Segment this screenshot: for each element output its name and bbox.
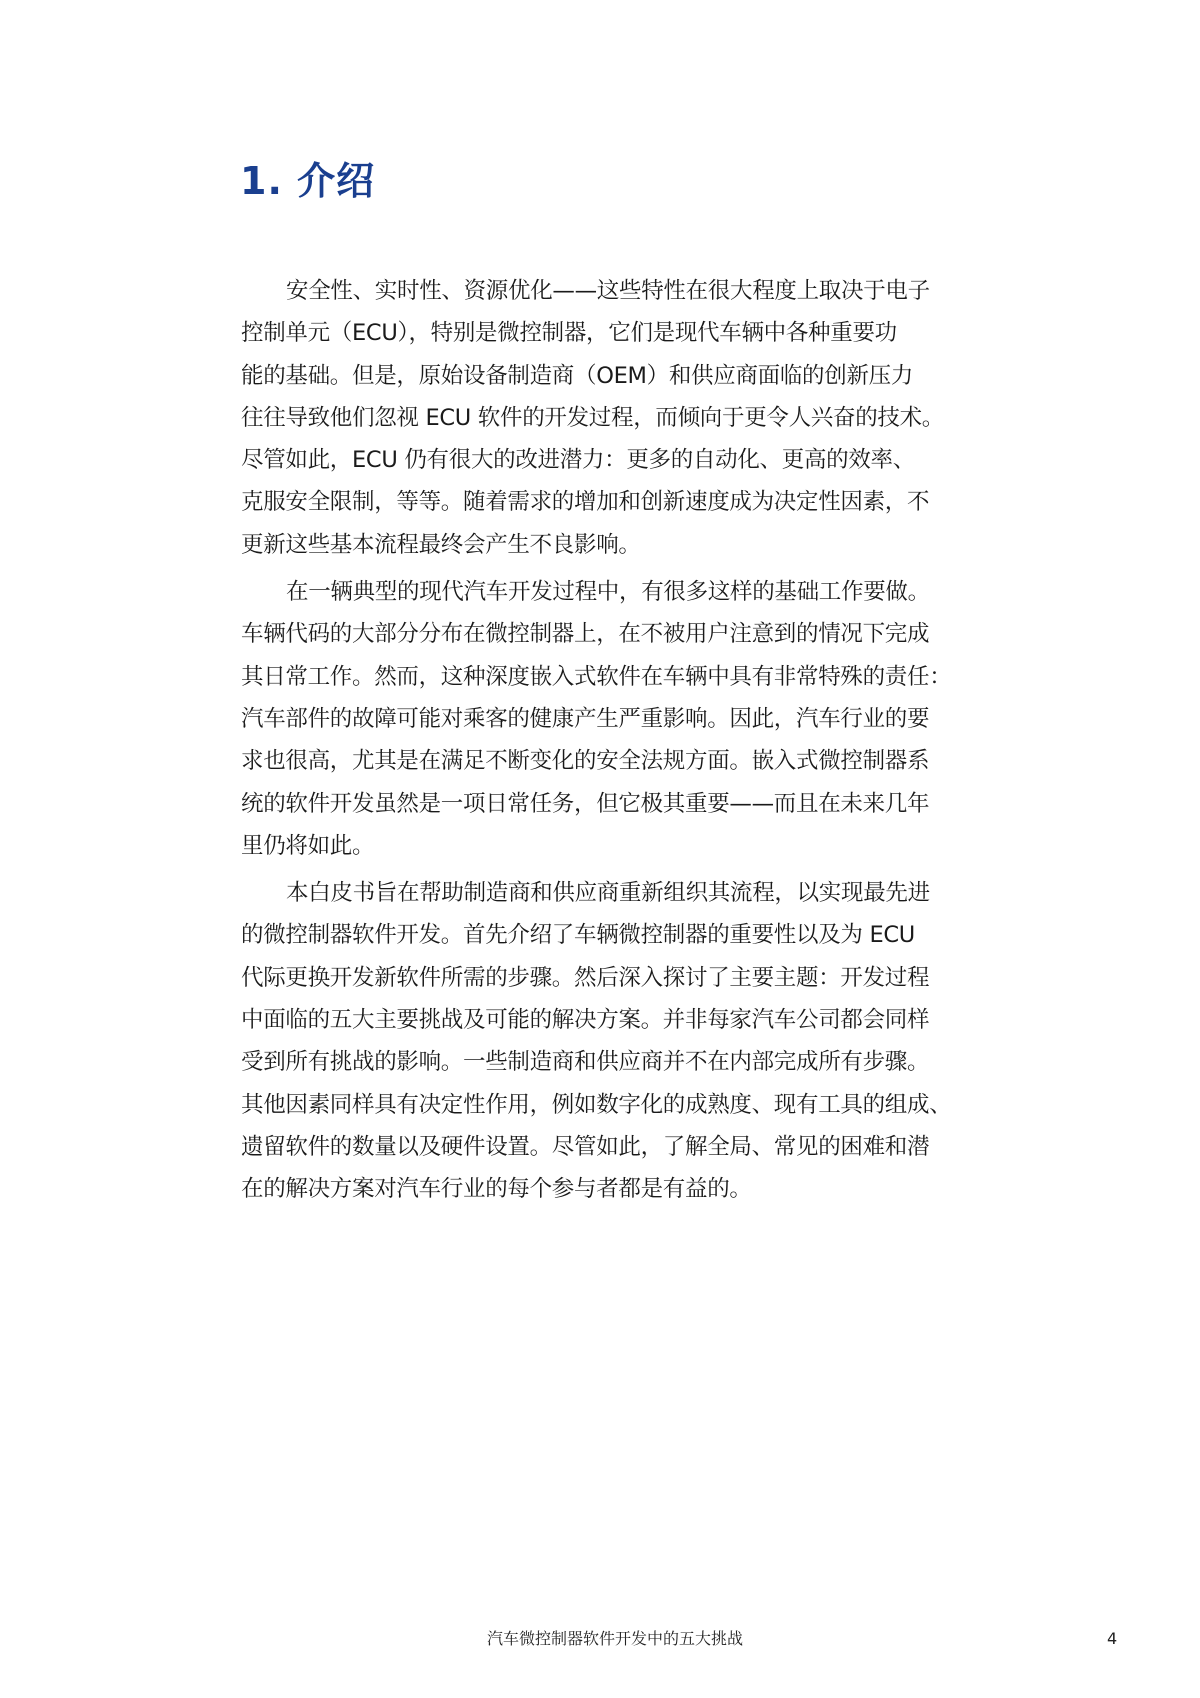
text-line: 在的解决方案对汽车行业的每个参与者都是有益的。 [241,1176,752,1203]
text-line: 中面临的五大主要挑战及可能的解决方案。并非每家汽车公司都会同样 [241,1007,930,1034]
text-line: 受到所有挑战的影响。一些制造商和供应商并不在内部完成所有步骤。 [241,1049,930,1076]
paragraph-1 [241,270,1011,566]
text-line: 代际更换开发新软件所需的步骤。然后深入探讨了主要主题：开发过程 [241,964,930,991]
text-line: 里仍将如此。 [241,832,375,859]
footer-title: 汽车微控制器软件开发中的五大挑战 [487,1629,744,1648]
page-number: 4 [1107,1629,1118,1648]
text-line: 在一辆典型的现代汽车开发过程中，有很多这样的基础工作要做。 [286,579,930,606]
text-line: 克服安全限制，等等。随着需求的增加和创新速度成为决定性因素，不 [241,489,930,516]
text-line: 的微控制器软件开发。首先介绍了车辆微控制器的重要性以及为 ECU [241,922,915,949]
text-line: 其日常工作。然而，这种深度嵌入式软件在车辆中具有非常特殊的责任： [241,663,952,690]
text-line: 本白皮书旨在帮助制造商和供应商重新组织其流程，以实现最先进 [286,880,930,907]
text-line: 遗留软件的数量以及硬件设置。尽管如此，了解全局、常见的困难和潜 [241,1133,930,1160]
paragraph-2 [241,571,1011,867]
text-line: 安全性、实时性、资源优化——这些特性在很大程度上取决于电子 [286,278,930,304]
text-line: 其他因素同样具有决定性作用，例如数字化的成熟度、现有工具的组成、 [241,1091,952,1118]
body-text [241,270,1011,1211]
text-line: 尽管如此，ECU 仍有很大的改进潜力：更多的自动化、更高的效率、 [241,447,915,474]
text-line: 控制单元（ECU），特别是微控制器，它们是现代车辆中各种重要功 [241,320,897,347]
text-line: 汽车部件的故障可能对乘客的健康产生严重影响。因此，汽车行业的要 [241,705,930,732]
section-title: 1. 介绍 [240,159,376,203]
text-line: 往往导致他们忽视 ECU 软件的开发过程，而倾向于更令人兴奋的技术。 [241,404,945,431]
text-line: 能的基础。但是，原始设备制造商（OEM）和供应商面临的创新压力 [241,362,914,389]
paragraph-3 [241,872,1011,1210]
text-line: 统的软件开发虽然是一项日常任务，但它极其重要——而且在未来几年 [241,790,930,817]
text-line: 车辆代码的大部分分布在微控制器上，在不被用户注意到的情况下完成 [241,621,930,648]
text-line: 求也很高，尤其是在满足不断变化的安全法规方面。嵌入式微控制器系 [241,748,930,775]
text-line: 更新这些基本流程最终会产生不良影响。 [241,531,641,558]
